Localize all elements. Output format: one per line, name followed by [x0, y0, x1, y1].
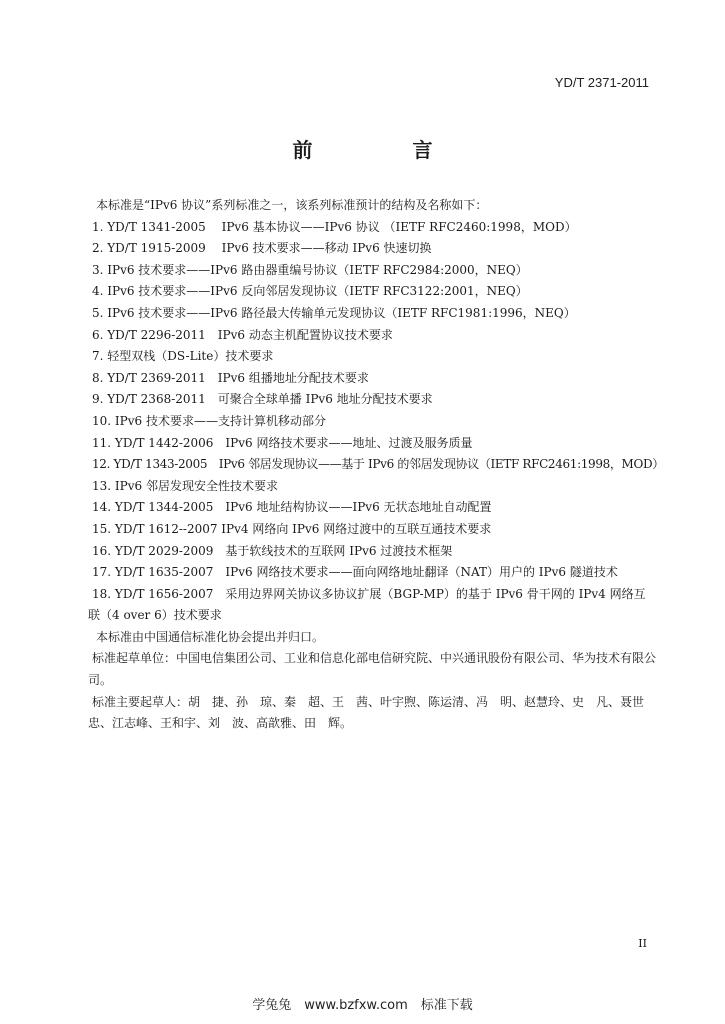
list-item: 14. YD/T 1344-2005 IPv6 地址结构协议——IPv6 无状态地址自动配置	[92, 500, 492, 515]
standard-code: YD/T 2371-2011	[554, 75, 649, 90]
list-item: 18. YD/T 1656-2007 采用边界网关协议多协议扩展（BGP-MP）的基于 IPv6 骨干网的 IPv4 网络互联（4 over 6）技术要求	[88, 586, 646, 623]
list-item: 8. YD/T 2369-2011 IPv6 组播地址分配技术要求	[92, 370, 369, 385]
list-item: 12. YD/T 1343-2005 IPv6 邻居发现协议——基于 IPv6 的邻居发现协议（IETF RFC2461:1998，MOD）	[92, 457, 664, 472]
list-item: 2. YD/T 1915-2009 IPv6 技术要求——移动 IPv6 快速切换	[92, 241, 432, 256]
site-watermark: 学兔兔 www.bzfxw.com 标准下载	[252, 998, 473, 1013]
drafting-units-paragraph: 标准起草单位：中国电信集团公司、工业和信息化部电信研究院、中兴通讯股份有限公司、华为技术有限公司。	[88, 651, 657, 688]
list-item: 13. IPv6 邻居发现安全性技术要求	[92, 478, 278, 493]
list-item: 17. YD/T 1635-2007 IPv6 网络技术要求——面向网络地址翻译（NAT）用户的 IPv6 隧道技术	[92, 565, 618, 580]
list-item: 4. IPv6 技术要求——IPv6 反向邻居发现协议（IETF RFC3122:2001，NEQ）	[92, 284, 528, 299]
list-item: 10. IPv6 技术要求——支持计算机移动部分	[92, 413, 326, 428]
list-item: 11. YD/T 1442-2006 IPv6 网络技术要求——地址、过渡及服务质量	[92, 435, 473, 450]
document-body	[88, 195, 664, 735]
list-item: 15. YD/T 1612--2007 IPv4 网络向 IPv6 网络过渡中的互联互通技术要求	[92, 521, 492, 536]
list-item: 16. YD/T 2029-2009 基于软线技术的互联网 IPv6 过渡技术框架	[92, 543, 453, 558]
list-item: 3. IPv6 技术要求——IPv6 路由器重编号协议（IETF RFC2984:2000，NEQ）	[92, 262, 528, 277]
list-item: 5. IPv6 技术要求——IPv6 路径最大传输单元发现协议（IETF RFC1981:1996，NEQ）	[92, 305, 576, 320]
proposer-paragraph: 本标准由中国通信标准化协会提出并归口。	[96, 629, 325, 644]
intro-paragraph: 本标准是“IPv6 协议”系列标准之一，该系列标准预计的结构及名称如下：	[96, 198, 488, 212]
page-title: 前 言	[292, 138, 473, 162]
list-item: 1. YD/T 1341-2005 IPv6 基本协议——IPv6 协议 （IETF RFC2460:1998，MOD）	[92, 219, 577, 234]
list-item: 6. YD/T 2296-2011 IPv6 动态主机配置协议技术要求	[92, 327, 393, 342]
drafters-paragraph: 标准主要起草人：胡 捷、孙 琼、秦 超、王 茜、叶宇煦、陈运清、冯 明、赵慧玲、史 凡、聂世忠、江志峰、王和宇、刘 波、高歆雅、田 辉。	[88, 694, 645, 731]
page-number: II	[638, 937, 647, 950]
list-item: 9. YD/T 2368-2011 可聚合全球单播 IPv6 地址分配技术要求	[92, 392, 433, 407]
list-item: 7. 轻型双栈（DS-Lite）技术要求	[92, 349, 274, 364]
